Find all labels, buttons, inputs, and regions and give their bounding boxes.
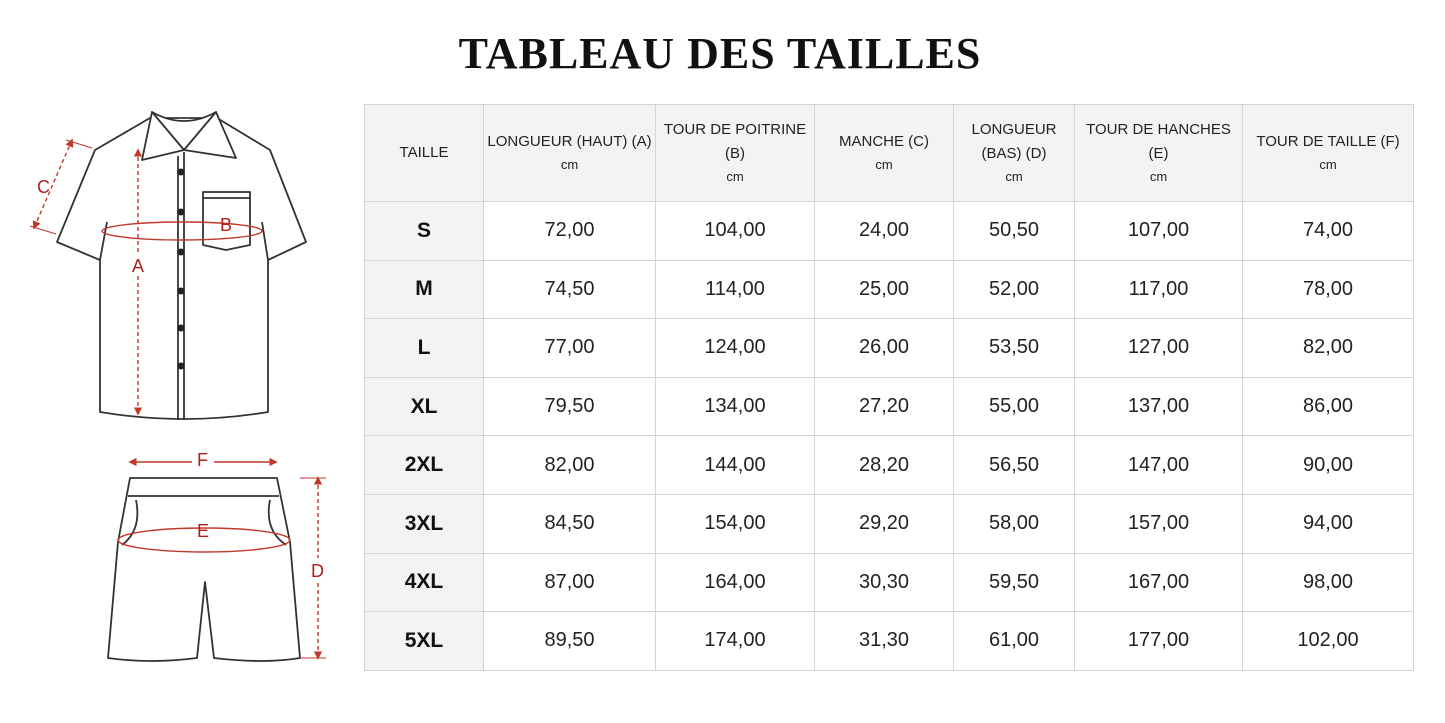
measurement-cell: 79,50 [484,377,656,436]
size-table [364,104,1414,671]
measurement-cell: 78,00 [1243,260,1414,319]
measurement-cell: 124,00 [656,319,815,378]
label-b: B [220,215,233,235]
table-row [365,202,1414,261]
column-header-unit: cm [1005,169,1023,184]
table-row [365,494,1414,553]
measurement-cell: 154,00 [656,494,815,553]
measurement-cell: 24,00 [815,202,954,261]
measurement-cell: 29,20 [815,494,954,553]
measurement-cell: 28,20 [815,436,954,495]
table-row [365,436,1414,495]
measurement-cell: 58,00 [954,494,1075,553]
measurement-cell: 74,50 [484,260,656,319]
measurement-cell: 89,50 [484,612,656,671]
garment-diagram [0,0,364,723]
column-header [1243,105,1414,202]
measurement-cell: 107,00 [1075,202,1243,261]
column-header-unit: cm [560,157,579,172]
measurement-cell: 164,00 [656,553,815,612]
size-cell: M [365,260,484,319]
table-row [365,319,1414,378]
measurement-cell: 87,00 [484,553,656,612]
table-row [365,377,1414,436]
column-header-label: TAILLE [399,144,449,161]
size-cell: XL [365,377,484,436]
column-header-label: LONGUEUR (BAS) (D) [971,121,1057,162]
measurement-cell: 147,00 [1075,436,1243,495]
measurement-cell: 127,00 [1075,319,1243,378]
measurement-cell: 55,00 [954,377,1075,436]
measurement-cell: 56,50 [954,436,1075,495]
label-c: C [37,177,50,197]
measurement-cell: 102,00 [1243,612,1414,671]
column-header [815,105,954,202]
label-a: A [132,256,145,276]
measurement-cell: 167,00 [1075,553,1243,612]
page-title: TABLEAU DES TAILLES [458,29,982,78]
measurement-cell: 25,00 [815,260,954,319]
measurement-cell: 177,00 [1075,612,1243,671]
size-cell: 3XL [365,494,484,553]
measurement-cell: 61,00 [954,612,1075,671]
column-header [484,105,656,202]
measurement-cell: 114,00 [656,260,815,319]
table-row [365,553,1414,612]
measurement-cell: 72,00 [484,202,656,261]
size-cell: 5XL [365,612,484,671]
measurement-cell: 59,50 [954,553,1075,612]
size-cell: S [365,202,484,261]
measurement-cell: 82,00 [1243,319,1414,378]
size-cell: 4XL [365,553,484,612]
table-row [365,612,1414,671]
column-header-label: MANCHE (C) [839,133,929,150]
measurement-cell: 174,00 [656,612,815,671]
measurement-cell: 98,00 [1243,553,1414,612]
measurement-cell: 137,00 [1075,377,1243,436]
measurement-cell: 104,00 [656,202,815,261]
column-header-label: TOUR DE HANCHES (E) [1086,121,1231,162]
measurement-cell: 90,00 [1243,436,1414,495]
measurement-cell: 74,00 [1243,202,1414,261]
column-header-label: TOUR DE POITRINE (B) [663,121,807,162]
shorts-illustration [108,478,300,661]
measurement-cell: 134,00 [656,377,815,436]
measurement-cell: 53,50 [954,319,1075,378]
measurement-cell: 27,20 [815,377,954,436]
label-e: E [197,521,210,541]
shirt-illustration [57,112,306,420]
measurement-cell: 26,00 [815,319,954,378]
column-header [954,105,1075,202]
size-cell: 2XL [365,436,484,495]
table-row [365,260,1414,319]
measurement-cell: 84,50 [484,494,656,553]
size-cell: L [365,319,484,378]
column-header-label: TOUR DE TAILLE (F) [1256,133,1400,150]
measurement-cell: 30,30 [815,553,954,612]
column-header-unit: cm [726,169,744,184]
measurement-cell: 117,00 [1075,260,1243,319]
column-header-unit: cm [1319,157,1337,172]
measurement-cell: 144,00 [656,436,815,495]
table-body [365,202,1414,671]
measurement-cell: 86,00 [1243,377,1414,436]
column-header [365,105,484,202]
measurement-cell: 157,00 [1075,494,1243,553]
label-f: F [197,450,208,470]
measurement-cell: 31,30 [815,612,954,671]
column-header-label: LONGUEUR (HAUT) (A) [487,133,652,150]
measurement-cell: 82,00 [484,436,656,495]
column-header [656,105,815,202]
table-header-row [365,105,1414,202]
column-header-unit: cm [875,157,893,172]
measurement-cell: 77,00 [484,319,656,378]
column-header [1075,105,1243,202]
measurement-cell: 94,00 [1243,494,1414,553]
label-d: D [311,561,324,581]
measurement-cell: 52,00 [954,260,1075,319]
measurement-cell: 50,50 [954,202,1075,261]
column-header-unit: cm [1149,169,1168,184]
